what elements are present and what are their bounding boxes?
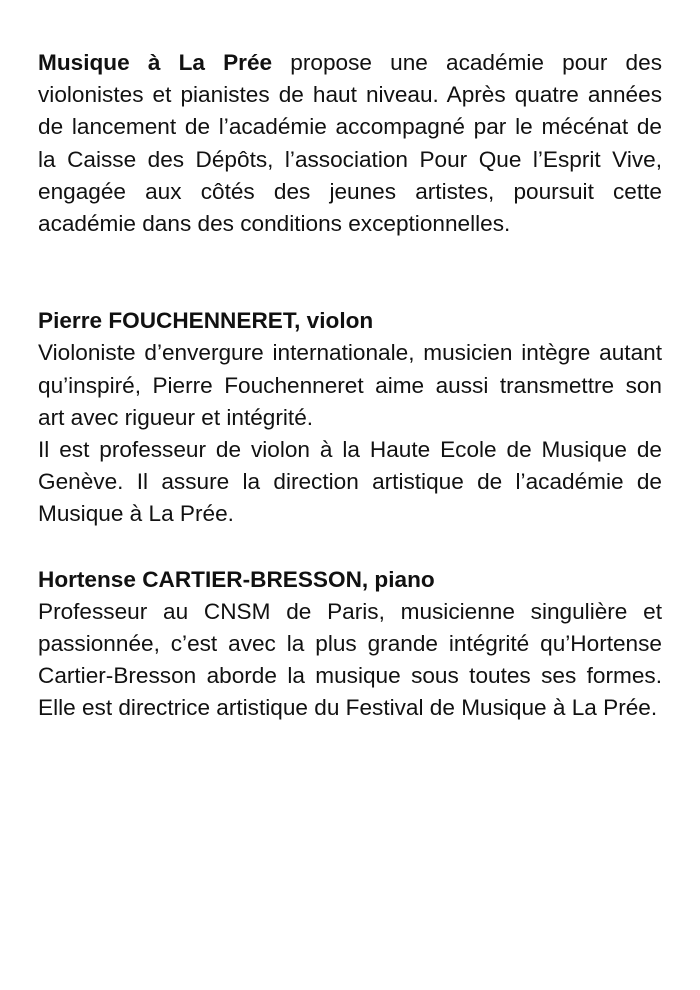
intro-text: propose une académie pour des violonistes et pianistes de haut niveau. Après quatre années de lancement de l’académie accompagné par le mécénat de la Caisse des Dépôts, l’association Pour Que l’Esprit Vive, engagée aux côtés des jeunes artistes, poursuit cette académie dans des conditions exceptionnelles. [38,50,662,237]
violin-heading: Pierre FOUCHENNERET, violon [38,308,374,334]
piano-paragraph-1: Professeur au CNSM de Paris, musicienne singulière et passionnée, c’est avec la plus grande intégrité qu’Hortense Cartier-Bresson aborde la musique sous toutes ses formes. Elle est directrice artistique du Festival de Musique à La Prée. [38,598,662,721]
intro-section [38,47,662,240]
intro-lead: Musique à La Prée [38,50,273,75]
violin-paragraph-1: Violoniste d’envergure internationale, musicien intègre autant qu’inspiré, Pierre Fouchenneret aime aussi transmettre son art avec rigueur et intégrité. [38,340,662,430]
piano-heading: Hortense CARTIER-BRESSON, piano [38,566,435,592]
violin-paragraph-2: Il est professeur de violon à la Haute Ecole de Musique de Genève. Il assure la direction artistique de l’académie de Musique à La Prée. [38,437,662,527]
piano-section [38,564,662,725]
violin-section [38,305,662,530]
intro-paragraph [38,47,662,240]
document-page [38,47,662,725]
